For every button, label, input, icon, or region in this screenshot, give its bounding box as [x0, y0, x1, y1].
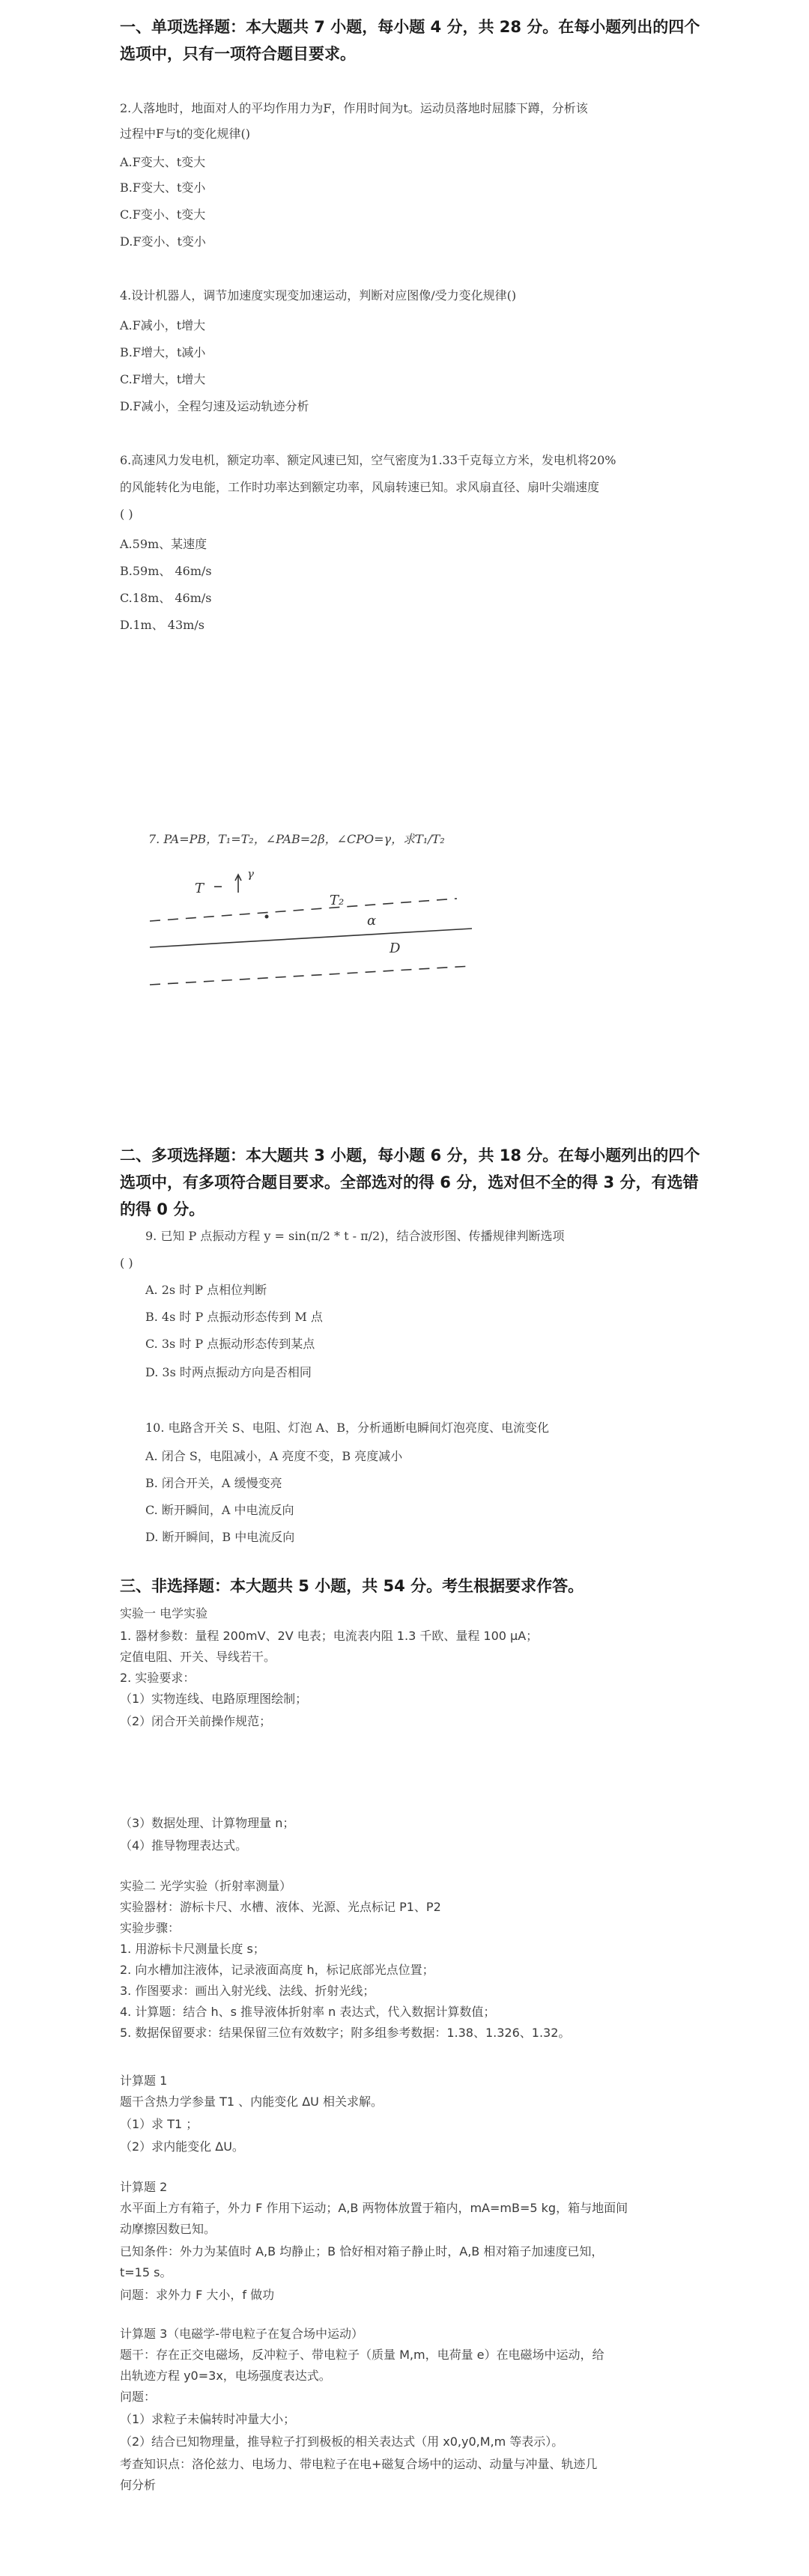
exp1-line-5: （2）闭合开关前操作规范； [120, 1714, 272, 1728]
middle-solid-line [150, 929, 472, 947]
label-d: D [390, 941, 401, 956]
exp2-line-4: 2. 向水槽加注液体，记录液面高度 h，标记底部光点位置； [120, 1963, 434, 1977]
q4-option-a: A.F减小，t增大 [120, 318, 206, 332]
q4-stem: 4.设计机器人，调节加速度实现变加速运动，判断对应图像/受力变化规律() [120, 288, 517, 303]
label-alpha: α [367, 913, 377, 929]
q10-option-a: A. 闭合 S，电阻减小，A 亮度不变，B 亮度减小 [145, 1449, 403, 1463]
q6-stem-line1: 6.高速风力发电机，额定功率、额定风速已知，空气密度为1.33千克每立方米，发电机将20% [120, 453, 616, 467]
q10-option-c: C. 断开瞬间，A 中电流反向 [145, 1503, 294, 1517]
q7-stem: 7. PA=PB，T₁=T₂，∠PAB=2β，∠CPO=γ，求T₁/T₂ [148, 832, 445, 846]
calc3-line-2: 出轨迹方程 y0=3x，电场强度表达式。 [120, 2369, 331, 2383]
calc2-line-2: 动摩擦因数已知。 [120, 2222, 216, 2236]
calc3-line-4: （1）求粒子未偏转时冲量大小； [120, 2412, 296, 2426]
calc1-line-1: 题干含热力学参量 T1 、内能变化 ΔU 相关求解。 [120, 2094, 383, 2109]
q6-stem-line2: 的风能转化为电能，工作时功率达到额定功率，风扇转速已知。求风扇直径、扇叶尖端速度 [120, 480, 600, 494]
calc3-line-3: 问题： [120, 2390, 157, 2404]
point-p [265, 915, 269, 919]
q9-stem-line2: ( ) [120, 1256, 133, 1270]
exp1-line-3: 2. 实验要求： [120, 1671, 196, 1685]
q6-option-c: C.18m、 46m/s [120, 591, 212, 605]
exp1-line-0: 实验一 电学实验 [120, 1606, 208, 1620]
exp1-line-2: 定值电阻、开关、导线若干。 [120, 1650, 276, 1664]
q10-stem: 10. 电路含开关 S、电阻、灯泡 A、B，分析通断电瞬间灯泡亮度、电流变化 [145, 1421, 549, 1435]
q10-option-d: D. 断开瞬间，B 中电流反向 [145, 1530, 295, 1544]
q2-stem-line1: 2.人落地时，地面对人的平均作用力为F，作用时间为t。运动员落地时屈膝下蹲，分析该 [120, 101, 588, 115]
q2-option-c: C.F变小、t变大 [120, 207, 206, 222]
q9-stem-line1: 9. 已知 P 点振动方程 y = sin(π/2 * t - π/2)，结合波形图、传播规律判断选项 [145, 1229, 565, 1243]
q2-option-b: B.F变大、t变小 [120, 180, 206, 195]
label-t-left: T [195, 881, 204, 896]
exp2-line-3: 1. 用游标卡尺测量长度 s； [120, 1942, 265, 1956]
q4-option-b: B.F增大，t减小 [120, 345, 206, 359]
q9-option-c: C. 3s 时 P 点振动形态传到某点 [145, 1337, 315, 1351]
q2-stem-line2: 过程中F与t的变化规律() [120, 127, 251, 141]
exp2-line-7: 5. 数据保留要求：结果保留三位有效数字；附多组参考数据：1.38、1.326、1.32。 [120, 2026, 571, 2040]
exp2-line-1: 实验器材：游标卡尺、水槽、液体、光源、光点标记 P1、P2 [120, 1900, 441, 1914]
exp1-line-6: （3）数据处理、计算物理量 n； [120, 1816, 295, 1830]
q2-option-d: D.F变小、t变小 [120, 234, 206, 249]
exp2-line-5: 3. 作图要求：画出入射光线、法线、折射光线； [120, 1984, 375, 1998]
q4-option-d: D.F减小，全程匀速及运动轨迹分析 [120, 399, 309, 413]
q9-option-d: D. 3s 时两点振动方向是否相同 [145, 1365, 312, 1379]
exp2-line-2: 实验步骤： [120, 1921, 181, 1935]
q2-option-a: A.F变大、t变大 [120, 155, 206, 169]
exp1-line-4: （1）实物连线、电路原理图绘制； [120, 1692, 308, 1706]
calc2-line-1: 水平面上方有箱子，外力 F 作用下运动；A,B 两物体放置于箱内，mA=mB=5 kg，箱与地面间 [120, 2201, 628, 2215]
calc2-line-4: t=15 s。 [120, 2265, 172, 2279]
q6-option-a: A.59m、某速度 [120, 537, 207, 551]
calc3-line-1: 题干：存在正交电磁场，反冲粒子、带电粒子（质量 M,m，电荷量 e）在电磁场中运动，给 [120, 2348, 605, 2362]
calc3-line-7: 何分析 [120, 2478, 157, 2492]
calc2-line-5: 问题：求外力 F 大小，f 做功 [120, 2288, 275, 2302]
calc2-line-0: 计算题 2 [120, 2180, 168, 2194]
section3-title: 三、非选择题：本大题共 5 小题，共 54 分。考生根据要求作答。 [120, 1577, 584, 1595]
exp1-line-7: （4）推导物理表达式。 [120, 1838, 248, 1853]
calc3-line-5: （2）结合已知物理量，推导粒子打到极板的相关表达式（用 x0,y0,M,m 等表示）。 [120, 2434, 564, 2449]
calc1-line-2: （1）求 T1 ； [120, 2117, 199, 2131]
exp2-line-6: 4. 计算题：结合 h、s 推导液体折射率 n 表达式，代入数据计算数值； [120, 2005, 496, 2019]
q6-option-b: B.59m、 46m/s [120, 564, 212, 578]
q4-option-c: C.F增大，t增大 [120, 372, 206, 386]
q10-option-b: B. 闭合开关，A 缓慢变亮 [145, 1476, 282, 1490]
section1-title: 一、单项选择题：本大题共 7 小题，每小题 4 分，共 28 分。在每小题列出的四个选项中，只有一项符合题目要求。 [120, 18, 700, 63]
exp2-line-0: 实验二 光学实验（折射率测量） [120, 1879, 292, 1893]
calc3-line-0: 计算题 3（电磁学-带电粒子在复合场中运动） [120, 2327, 364, 2341]
section2-title: 二、多项选择题：本大题共 3 小题，每小题 6 分，共 18 分。在每小题列出的四个选项中，有多项符合题目要求。全部选对的得 6 分，选对但不全的得 3 分，有选错的得 0 分。 [120, 1146, 700, 1218]
q9-option-b: B. 4s 时 P 点振动形态传到 M 点 [145, 1310, 323, 1324]
lower-dashed-line [150, 966, 472, 985]
q7-diagram [142, 824, 487, 996]
q9-option-a: A. 2s 时 P 点相位判断 [145, 1283, 267, 1297]
upper-dashed-line [150, 899, 457, 921]
calc1-line-0: 计算题 1 [120, 2074, 168, 2088]
q6-stem-line3: ( ) [120, 507, 133, 521]
calc1-line-3: （2）求内能变化 ΔU。 [120, 2139, 244, 2154]
label-gamma: γ [247, 867, 254, 881]
q6-option-d: D.1m、 43m/s [120, 618, 204, 632]
calc2-line-3: 已知条件：外力为某值时 A,B 均静止；B 恰好相对箱子静止时，A,B 相对箱子加速度已知， [120, 2244, 604, 2258]
exp1-line-1: 1. 器材参数：量程 200mV、2V 电表；电流表内阻 1.3 千欧、量程 100 μA； [120, 1629, 539, 1643]
label-t-right: T₂ [330, 893, 345, 908]
calc3-line-6: 考查知识点：洛伦兹力、电场力、带电粒子在电+磁复合场中的运动、动量与冲量、轨迹几 [120, 2457, 598, 2471]
